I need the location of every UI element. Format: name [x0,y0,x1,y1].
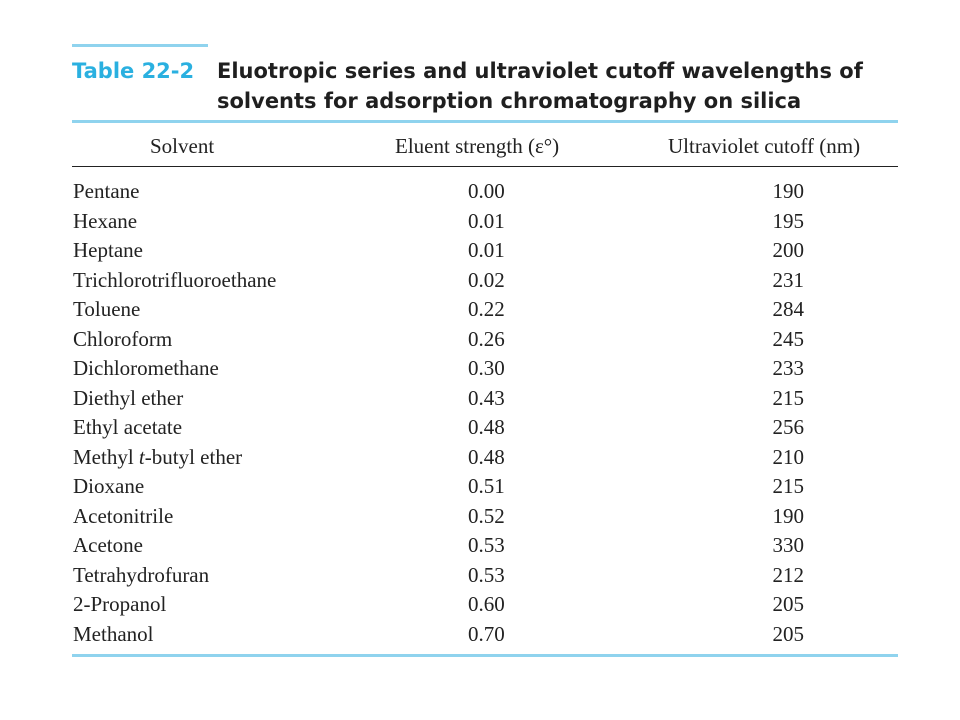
table-row [72,384,898,414]
table-row [72,266,898,296]
solvent-cell [73,443,242,473]
column-header-solvent: Solvent [150,134,215,158]
uv-cutoff-cell: 233 [772,356,804,380]
eluent-strength-cell: 0.00 [468,179,505,203]
table-row [72,561,898,591]
table-title [217,56,863,116]
eluent-strength-cell: 0.26 [468,326,505,351]
eluent-strength-cell: 0.70 [468,621,505,646]
caption-accent-bar [72,44,208,47]
table-top-rule [72,120,898,123]
solvent-cell: Dichloromethane [73,356,219,380]
table-row [72,413,898,443]
column-header-eluent-strength: Eluent strength (ε°) [395,134,560,158]
table-header-rule [72,166,898,167]
solvent-cell: Methanol [73,621,154,646]
solvent-cell: Acetonitrile [73,503,174,528]
table-row [72,531,898,561]
uv-cutoff-cell: 190 [772,503,804,528]
solvent-cell: Heptane [73,238,143,262]
eluent-strength-cell: 0.51 [468,474,505,498]
solvent-cell: Trichlorotrifluoroethane [73,267,277,292]
eluent-strength-cell: 0.01 [468,208,505,233]
uv-cutoff-cell: 231 [772,267,804,292]
table-bottom-rule [72,654,898,657]
eluent-strength-cell: 0.60 [468,592,505,616]
uv-cutoff-cell: 212 [772,562,804,587]
uv-cutoff-cell: 215 [772,474,804,498]
uv-cutoff-cell: 330 [772,533,804,557]
table-row [72,443,898,473]
uv-cutoff-cell: 256 [772,415,804,439]
solvent-cell: 2-Propanol [73,592,167,616]
uv-cutoff-cell: 215 [772,385,804,410]
uv-cutoff-cell: 210 [772,444,804,469]
solvent-cell: Tetrahydrofuran [73,562,210,587]
table-body [72,177,898,649]
table-row [72,354,898,384]
solvent-cell-italic: t [138,444,145,469]
uv-cutoff-cell: 190 [772,179,804,203]
eluent-strength-cell: 0.30 [468,356,505,380]
solvent-cell-suffix: -butyl ether [144,444,243,469]
column-header-uv-cutoff: Ultraviolet cutoff (nm) [668,134,861,158]
uv-cutoff-cell: 205 [772,592,804,616]
table-row [72,236,898,266]
table-title-line-1: Eluotropic series and ultraviolet cutoff wavelengths of [217,59,863,83]
table-row [72,325,898,355]
uv-cutoff-cell: 200 [772,238,804,262]
table-row [72,590,898,620]
eluent-strength-cell: 0.53 [468,562,505,587]
solvent-cell: Ethyl acetate [73,415,183,439]
solvent-cell: Dioxane [73,474,145,498]
eluent-strength-cell: 0.43 [468,385,505,410]
eluent-strength-cell: 0.02 [468,267,505,292]
eluent-strength-cell: 0.52 [468,503,505,528]
solvent-cell: Hexane [73,208,138,233]
table-row [72,295,898,325]
table-row [72,207,898,237]
eluent-strength-cell: 0.22 [468,297,505,321]
solvent-cell: Toluene [73,297,141,321]
solvent-cell: Diethyl ether [73,385,184,410]
table-number-label: Table 22-2 [72,59,195,83]
uv-cutoff-cell: 195 [772,208,804,233]
solvent-cell-prefix: Methyl [73,444,139,469]
table-row [72,472,898,502]
uv-cutoff-cell: 205 [772,621,804,646]
table-title-line-2: solvents for adsorption chromatography on silica [217,89,802,113]
eluent-strength-cell: 0.48 [468,415,505,439]
solvent-cell: Pentane [73,179,140,203]
eluent-strength-cell: 0.01 [468,238,505,262]
uv-cutoff-cell: 245 [772,326,804,351]
table-row [72,502,898,532]
table-row [72,177,898,207]
eluent-strength-cell: 0.48 [468,444,505,469]
eluent-strength-cell: 0.53 [468,533,505,557]
table-row [72,620,898,650]
solvent-cell: Chloroform [73,326,173,351]
uv-cutoff-cell: 284 [772,297,804,321]
solvent-cell: Acetone [73,533,143,557]
